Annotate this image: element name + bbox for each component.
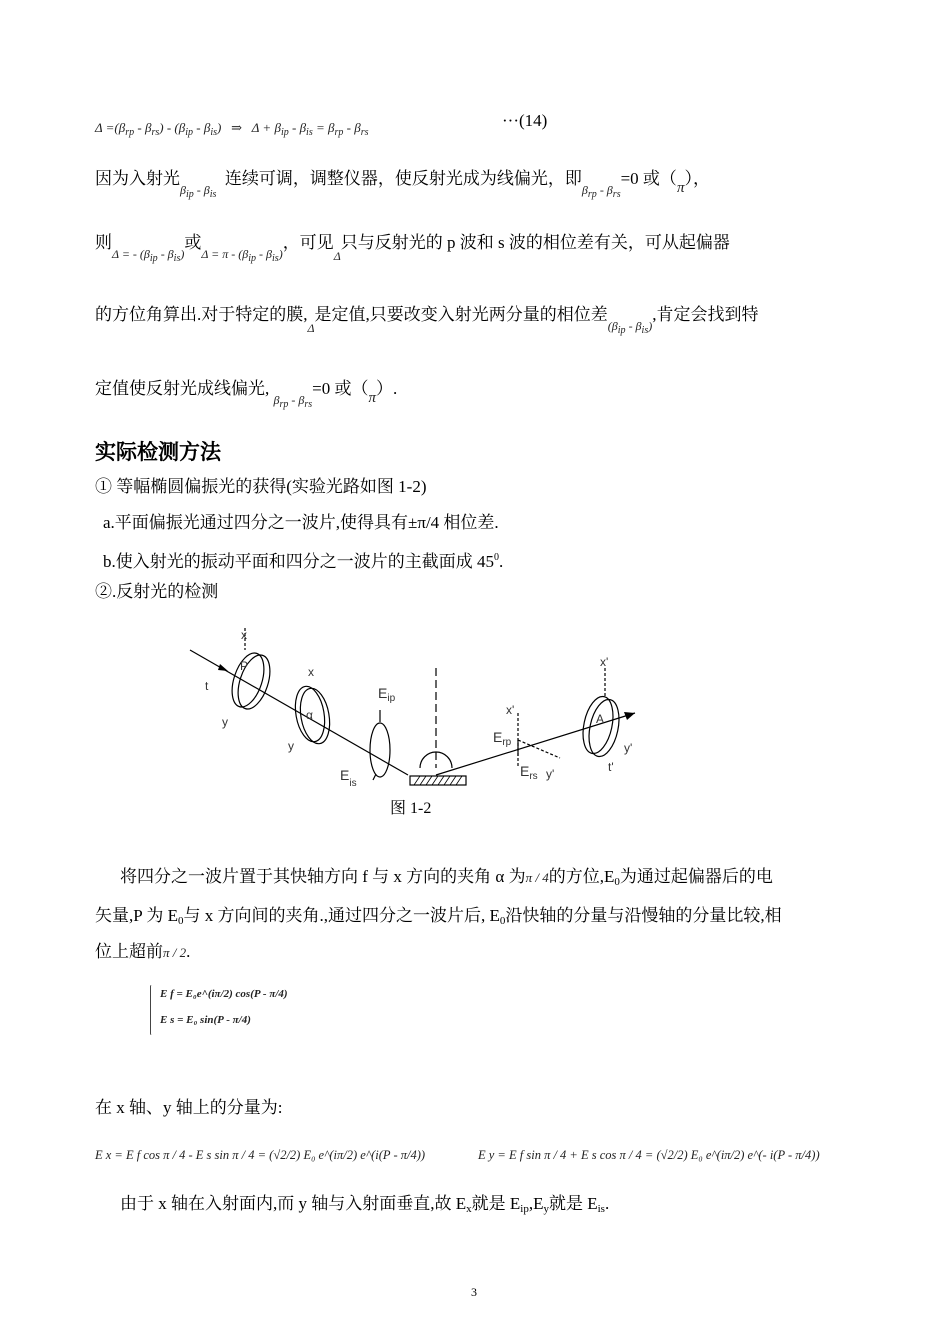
- label-y1: y: [222, 715, 228, 729]
- paragraph-5: 将四分之一波片置于其快轴方向 f 与 x 方向的夹角 α 为π / 4的方位$,E_0$为通过起偏器后的电: [120, 867, 773, 888]
- label-alpha: α: [306, 708, 313, 722]
- paragraph-2: 则$_{\Delta = - (\beta_{ip} - \beta_{is})}$或$_{\Delta = \pi - (\beta_{ip} - \beta_{is})}$，可见$_\Delta$只与反射光的 p 波和 s 波的相位差有关，可从起偏器: [95, 233, 730, 264]
- paragraph-6: 矢量,P 为 $E_0$与 x 方向间的夹角.,通过四分之一波片后, $E_0$沿快轴的分量与沿慢轴的分量比较,相: [95, 906, 782, 927]
- figure-caption: 图 1-2: [390, 800, 432, 817]
- sample-film: [410, 776, 466, 785]
- list-item-2: ②.反射光的检测: [95, 582, 219, 601]
- list-item-1a: a.平面偏振光通过四分之一波片,使得具有±π/4 相位差.: [103, 513, 499, 532]
- label-x3: x': [600, 655, 609, 669]
- label-x2: x: [308, 665, 314, 679]
- incident-polarization-ellipse: [370, 723, 390, 777]
- equation-14: $\Delta =(\beta_{rp} - \beta_{rs}) - (\beta_{ip} - \beta_{is})$ ⇒ $\Delta + \beta_{ip} - \beta_{is} = \beta_{rp} - \beta_{rs}$: [95, 120, 369, 138]
- system-equation-2: E s = E₀ sin(P - π/4): [160, 1014, 251, 1026]
- paragraph-7: 位上超前π / 2.: [95, 942, 191, 961]
- label-erp: $E_{rp}$: [493, 729, 512, 748]
- label-a: A: [596, 712, 605, 726]
- label-y2: y: [288, 739, 294, 753]
- system-equation-1: E f = E₀e^(iπ/2) cos(P - π/4): [160, 988, 288, 1000]
- paragraph-9: 由于 x 轴在入射面内,而 y 轴与入射面垂直,故 $E_x$就是 $E_{ip},E_y$就是 $E_{is}$.: [120, 1194, 610, 1215]
- equation-tag: ···(14): [502, 111, 548, 130]
- equation-ex: E x = E f cos π / 4 - E s sin π / 4 = (√2/2) E₀ e^(iπ/2) e^(i(P - π/4)): [95, 1148, 426, 1162]
- label-eis: $E_{is}$: [340, 767, 357, 789]
- section-heading: 实际检测方法: [95, 440, 221, 464]
- label-x1: x: [241, 628, 247, 642]
- paragraph-8: 在 x 轴、y 轴上的分量为:: [95, 1098, 283, 1117]
- label-yprime: y': [546, 767, 555, 781]
- paragraph-4: 定值使反射光成线偏光, $_{\beta_{rp} - \beta_{rs}}$=0 或（π）.: [95, 379, 398, 410]
- equation-ey: E y = E f sin π / 4 + E s cos π / 4 = (√2/2) E₀ e^(iπ/2) e^(- i(P - π/4)): [478, 1148, 820, 1162]
- label-y3: y': [624, 741, 633, 755]
- label-t: t: [205, 679, 209, 693]
- paragraph-3: 的方位角算出.对于特定的膜$,_\Delta$是定值,只要改变入射光两分量的相位差$_{(\beta_{ip} - \beta_{is})}$,肯定会找到特: [95, 305, 759, 336]
- label-xprime: x': [506, 703, 515, 717]
- list-item-1b: b.使入射光的振动平面和四分之一波片的主截面成 $45^0$.: [103, 552, 504, 571]
- system-brace: [150, 985, 153, 1035]
- label-ers: $E_{rs}$: [520, 763, 538, 782]
- page-number: 3: [471, 1285, 477, 1299]
- optical-path-figure: [180, 628, 650, 798]
- label-t2: t': [608, 760, 614, 774]
- label-eip: $E_{ip}$: [378, 685, 396, 704]
- paragraph-1: 因为入射光$_{\beta_{ip} - \beta_{is}}$ 连续可调，调整仪器，使反射光成为线偏光，即$_{\beta_{rp} - \beta_{rs}}$=0 或（π），: [95, 169, 710, 200]
- label-p: P: [240, 659, 249, 673]
- list-item-1: ① 等幅椭圆偏振光的获得(实验光路如图 1-2): [95, 477, 427, 496]
